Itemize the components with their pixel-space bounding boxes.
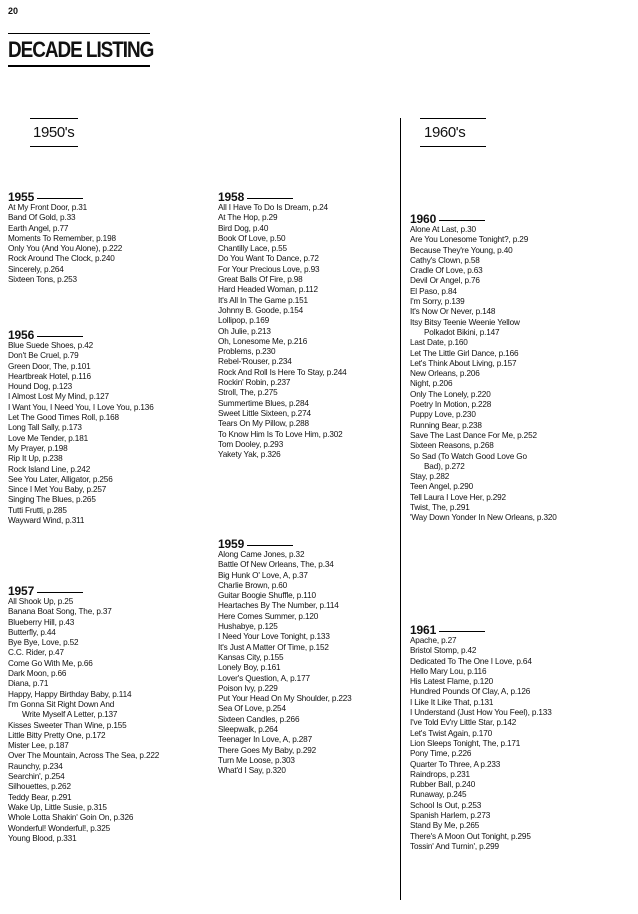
song-entry: Bye Bye, Love, p.52	[8, 638, 79, 648]
song-entry: Rockin' Robin, p.237	[218, 378, 291, 388]
song-entry: Battle Of New Orleans, The, p.34	[218, 560, 334, 570]
song-entry: Poetry In Motion, p.228	[410, 400, 492, 410]
column-2b	[218, 535, 352, 777]
year-heading	[8, 326, 154, 340]
song-entry: Rebel-'Rouser, p.234	[218, 357, 292, 367]
song-entry: Quarter To Three, A p.233	[410, 759, 501, 769]
song-entry: Johnny B. Goode, p.154	[218, 305, 304, 315]
song-entry: School Is Out, p.253	[410, 800, 482, 810]
song-entry: Bad), p.272	[424, 461, 465, 471]
song-entry: Stroll, The, p.275	[218, 388, 278, 398]
song-entry: What'd I Say, p.320	[218, 766, 286, 776]
song-entry: Teenager In Love, A, p.287	[218, 735, 312, 745]
song-entry: My Prayer, p.198	[8, 443, 68, 453]
song-entry: Sleepwalk, p.264	[218, 725, 278, 735]
song-entry: Itsy Bitsy Teenie Weenie Yellow	[410, 317, 520, 327]
song-entry: Tutti Frutti, p.285	[8, 505, 67, 515]
song-entry: I Want You, I Need You, I Love You, p.136	[8, 402, 154, 412]
song-entry: Blue Suede Shoes, p.42	[8, 341, 94, 350]
song-entry: Oh Julie, p.213	[218, 326, 271, 336]
song-entry: Yakety Yak, p.326	[218, 450, 281, 460]
song-entry: Polkadot Bikini, p.147	[424, 327, 500, 337]
song-entry: Over The Mountain, Across The Sea, p.222	[8, 751, 160, 761]
song-entry: Sweet Little Sixteen, p.274	[218, 408, 311, 418]
page-title: DECADE LISTING	[8, 37, 154, 62]
song-entry: El Paso, p.84	[410, 286, 457, 296]
song-entry: C.C. Rider, p.47	[8, 648, 64, 658]
year-block-1958	[218, 188, 347, 460]
song-entry: Stay, p.282	[410, 472, 450, 482]
song-entry: Wayward Wind, p.311	[8, 516, 85, 526]
year-label: 1956	[8, 327, 35, 342]
song-entry: Save The Last Dance For Me, p.252	[410, 430, 537, 440]
decade-heading-1950s: 1950's	[33, 124, 75, 141]
song-entry: Searchin', p.254	[8, 772, 65, 782]
year-heading	[8, 582, 159, 596]
song-entry: I Like It Like That, p.131	[410, 697, 494, 707]
column-3b	[410, 621, 552, 852]
song-entry: Hard Headed Woman, p.112	[218, 285, 318, 295]
song-entry: Twist, The, p.291	[410, 503, 470, 513]
song-entry: Lover's Question, A, p.177	[218, 673, 310, 683]
song-entry: New Orleans, p.206	[410, 369, 480, 379]
year-heading	[218, 535, 352, 549]
song-entry: Whole Lotta Shakin' Goin On, p.326	[8, 813, 134, 823]
song-entry: Tom Dooley, p.293	[218, 439, 284, 449]
title-rule-top	[8, 33, 150, 34]
year-block-1959	[218, 535, 352, 777]
song-entry: Chantilly Lace, p.55	[218, 244, 287, 254]
song-entry: Let The Good Times Roll, p.168	[8, 413, 119, 423]
song-entry: Night, p.206	[410, 379, 453, 389]
song-entry: His Latest Flame, p.120	[410, 677, 494, 687]
song-entry: It's All In The Game p.151	[218, 295, 308, 305]
decade-rule-1960s-top	[420, 118, 486, 119]
song-entry: Mister Lee, p.187	[8, 741, 69, 751]
song-entry: Sixteen Reasons, p.268	[410, 441, 494, 451]
song-entry: Happy, Happy Birthday Baby, p.114	[8, 689, 132, 699]
year-underline	[247, 545, 293, 546]
song-entry: Sixteen Tons, p.253	[8, 275, 77, 285]
song-entry: Rip It Up, p.238	[8, 454, 63, 464]
song-entry: Devil Or Angel, p.76	[410, 276, 480, 286]
song-entry: I've Told Ev'ry Little Star, p.142	[410, 718, 517, 728]
song-entry: Green Door, The, p.101	[8, 361, 91, 371]
song-entry: Running Bear, p.238	[410, 420, 482, 430]
year-block-1956	[8, 326, 154, 526]
year-underline	[439, 631, 485, 632]
song-entry: Write Myself A Letter, p.137	[22, 710, 118, 720]
song-entry: Moments To Remember, p.198	[8, 233, 116, 243]
song-entry: Young Blood, p.331	[8, 833, 77, 843]
song-entry: Last Date, p.160	[410, 338, 468, 348]
song-entry: Oh, Lonesome Me, p.216	[218, 336, 308, 346]
song-entry: Stand By Me, p.265	[410, 821, 480, 831]
title-rule-bottom	[8, 65, 150, 67]
song-entry: Are You Lonesome Tonight?, p.29	[410, 235, 529, 245]
year-heading	[410, 210, 557, 224]
song-entry: At My Front Door, p.31	[8, 203, 88, 212]
song-entry: Sincerely, p.264	[8, 264, 64, 274]
year-label: 1959	[218, 536, 245, 551]
song-entry: Let's Twist Again, p.170	[410, 728, 493, 738]
year-heading	[218, 188, 347, 202]
song-entry: Come Go With Me, p.66	[8, 658, 93, 668]
decade-rule-1960s-bottom	[420, 146, 486, 147]
song-entry: Charlie Brown, p.60	[218, 580, 288, 590]
song-entry: Hushabye, p.125	[218, 622, 278, 632]
song-entry: To Know Him Is To Love Him, p.302	[218, 429, 343, 439]
song-entry: Summertime Blues, p.284	[218, 398, 309, 408]
song-entry: So Sad (To Watch Good Love Go	[410, 451, 527, 461]
song-entry: Rock Around The Clock, p.240	[8, 254, 115, 264]
song-entry: Love Me Tender, p.181	[8, 433, 88, 443]
song-entry: For Your Precious Love, p.93	[218, 264, 320, 274]
song-entry: Rock Island Line, p.242	[8, 464, 91, 474]
song-entry: Raindrops, p.231	[410, 769, 470, 779]
song-entry: Puppy Love, p.230	[410, 410, 476, 420]
song-entry: I Almost Lost My Mind, p.127	[8, 392, 109, 402]
song-entry: Hound Dog, p.123	[8, 382, 73, 392]
song-entry: Kisses Sweeter Than Wine, p.155	[8, 720, 127, 730]
song-entry: Since I Met You Baby, p.257	[8, 485, 107, 495]
year-block-1960	[410, 210, 557, 524]
year-heading	[8, 188, 122, 202]
song-entry: Hello Mary Lou, p.116	[410, 666, 487, 676]
song-entry: Apache, p.27	[410, 636, 457, 645]
year-block-1955	[8, 188, 122, 285]
song-entry: Long Tall Sally, p.173	[8, 423, 82, 433]
song-entry: All I Have To Do Is Dream, p.24	[218, 203, 328, 212]
song-entry: Heartaches By The Number, p.114	[218, 601, 339, 611]
year-label: 1955	[8, 189, 35, 204]
song-entry: Along Came Jones, p.32	[218, 550, 305, 559]
song-entry: Don't Be Cruel, p.79	[8, 351, 79, 361]
song-entry: Teen Angel, p.290	[410, 482, 474, 492]
song-entry: I Understand (Just How You Feel), p.133	[410, 708, 552, 718]
year-label: 1960	[410, 211, 437, 226]
song-entry: Earth Angel, p.77	[8, 223, 69, 233]
song-entry: Cathy's Clown, p.58	[410, 255, 480, 265]
song-entry: Put Your Head On My Shoulder, p.223	[218, 694, 352, 704]
song-entry: Silhouettes, p.262	[8, 782, 71, 792]
song-entry: Tell Laura I Love Her, p.292	[410, 492, 506, 502]
song-entry: Raunchy, p.234	[8, 761, 63, 771]
song-entry: Do You Want To Dance, p.72	[218, 254, 319, 264]
song-entry: It's Just A Matter Of Time, p.152	[218, 642, 329, 652]
year-heading	[410, 621, 552, 635]
song-entry: Only The Lonely, p.220	[410, 389, 491, 399]
song-entry: Dedicated To The One I Love, p.64	[410, 656, 532, 666]
song-entry: Poison Ivy, p.229	[218, 683, 278, 693]
song-entry: There Goes My Baby, p.292	[218, 745, 317, 755]
song-entry: Bristol Stomp, p.42	[410, 646, 477, 656]
year-underline	[439, 220, 485, 221]
song-entry: Big Hunk O' Love, A, p.37	[218, 570, 308, 580]
song-entry: There's A Moon Out Tonight, p.295	[410, 831, 531, 841]
song-entry: Teddy Bear, p.291	[8, 792, 72, 802]
song-entry: Cradle Of Love, p.63	[410, 266, 483, 276]
song-entry: Spanish Harlem, p.273	[410, 811, 491, 821]
year-underline	[37, 592, 83, 593]
year-underline	[37, 336, 83, 337]
song-entry: 'Way Down Yonder In New Orleans, p.320	[410, 513, 557, 523]
song-entry: Rubber Ball, p.240	[410, 780, 476, 790]
page-number: 20	[8, 6, 19, 16]
song-entry: At The Hop, p.29	[218, 213, 278, 223]
song-entry: Only You (And You Alone), p.222	[8, 244, 123, 254]
song-entry: Lion Sleeps Tonight, The, p.171	[410, 738, 521, 748]
song-entry: Pony Time, p.226	[410, 749, 472, 759]
song-entry: All Shook Up, p.25	[8, 597, 74, 606]
year-block-1957	[8, 582, 159, 844]
song-entry: Bird Dog, p.40	[218, 223, 269, 233]
year-label: 1961	[410, 622, 437, 637]
song-entry: Wake Up, Little Susie, p.315	[8, 802, 107, 812]
column-1c	[8, 582, 159, 844]
song-entry: Band Of Gold, p.33	[8, 213, 76, 223]
decade-rule-1950s-bottom	[30, 146, 78, 147]
song-entry: Diana, p.71	[8, 679, 49, 689]
song-entry: Lollipop, p.169	[218, 316, 270, 326]
song-entry: Alone At Last, p.30	[410, 225, 476, 234]
column-3	[410, 210, 557, 524]
year-label: 1957	[8, 583, 35, 598]
column-divider	[400, 118, 401, 900]
song-entry: Book Of Love, p.50	[218, 233, 286, 243]
song-entry: Lonely Boy, p.161	[218, 663, 281, 673]
decade-rule-1950s-top	[30, 118, 78, 119]
song-entry: Wonderful! Wonderful!, p.325	[8, 823, 110, 833]
song-entry: Here Comes Summer, p.120	[218, 611, 319, 621]
year-label: 1958	[218, 189, 245, 204]
song-entry: It's Now Or Never, p.148	[410, 307, 496, 317]
song-entry: Banana Boat Song, The, p.37	[8, 607, 112, 617]
song-entry: I'm Sorry, p.139	[410, 297, 465, 307]
song-entry: Singing The Blues, p.265	[8, 495, 96, 505]
song-entry: Guitar Boogie Shuffle, p.110	[218, 591, 316, 601]
column-1b	[8, 326, 154, 526]
column-1	[8, 188, 122, 285]
song-entry: I'm Gonna Sit Right Down And	[8, 699, 115, 709]
song-entry: Let The Little Girl Dance, p.166	[410, 348, 519, 358]
song-entry: Great Balls Of Fire, p.98	[218, 275, 303, 285]
song-entry: Sea Of Love, p.254	[218, 704, 286, 714]
song-entry: Dark Moon, p.66	[8, 669, 67, 679]
year-underline	[37, 198, 83, 199]
decade-heading-1960s: 1960's	[424, 124, 466, 141]
song-entry: Tossin' And Turnin', p.299	[410, 841, 499, 851]
song-entry: Rock And Roll Is Here To Stay, p.244	[218, 367, 347, 377]
song-entry: Heartbreak Hotel, p.116	[8, 371, 91, 381]
song-entry: Sixteen Candles, p.266	[218, 714, 300, 724]
year-block-1961	[410, 621, 552, 852]
song-entry: Turn Me Loose, p.303	[218, 755, 295, 765]
song-entry: I Need Your Love Tonight, p.133	[218, 632, 330, 642]
song-entry: Because They're Young, p.40	[410, 245, 513, 255]
song-entry: Blueberry Hill, p.43	[8, 617, 75, 627]
year-underline	[247, 198, 293, 199]
song-entry: Problems, p.230	[218, 347, 276, 357]
song-entry: See You Later, Alligator, p.256	[8, 474, 113, 484]
song-entry: Little Bitty Pretty One, p.172	[8, 730, 106, 740]
column-2	[218, 188, 347, 460]
song-entry: Tears On My Pillow, p.288	[218, 419, 309, 429]
song-entry: Kansas City, p.155	[218, 652, 284, 662]
song-entry: Let's Think About Living, p.157	[410, 358, 517, 368]
song-entry: Butterfly, p.44	[8, 627, 56, 637]
song-entry: Runaway, p.245	[410, 790, 467, 800]
song-entry: Hundred Pounds Of Clay, A, p.126	[410, 687, 531, 697]
